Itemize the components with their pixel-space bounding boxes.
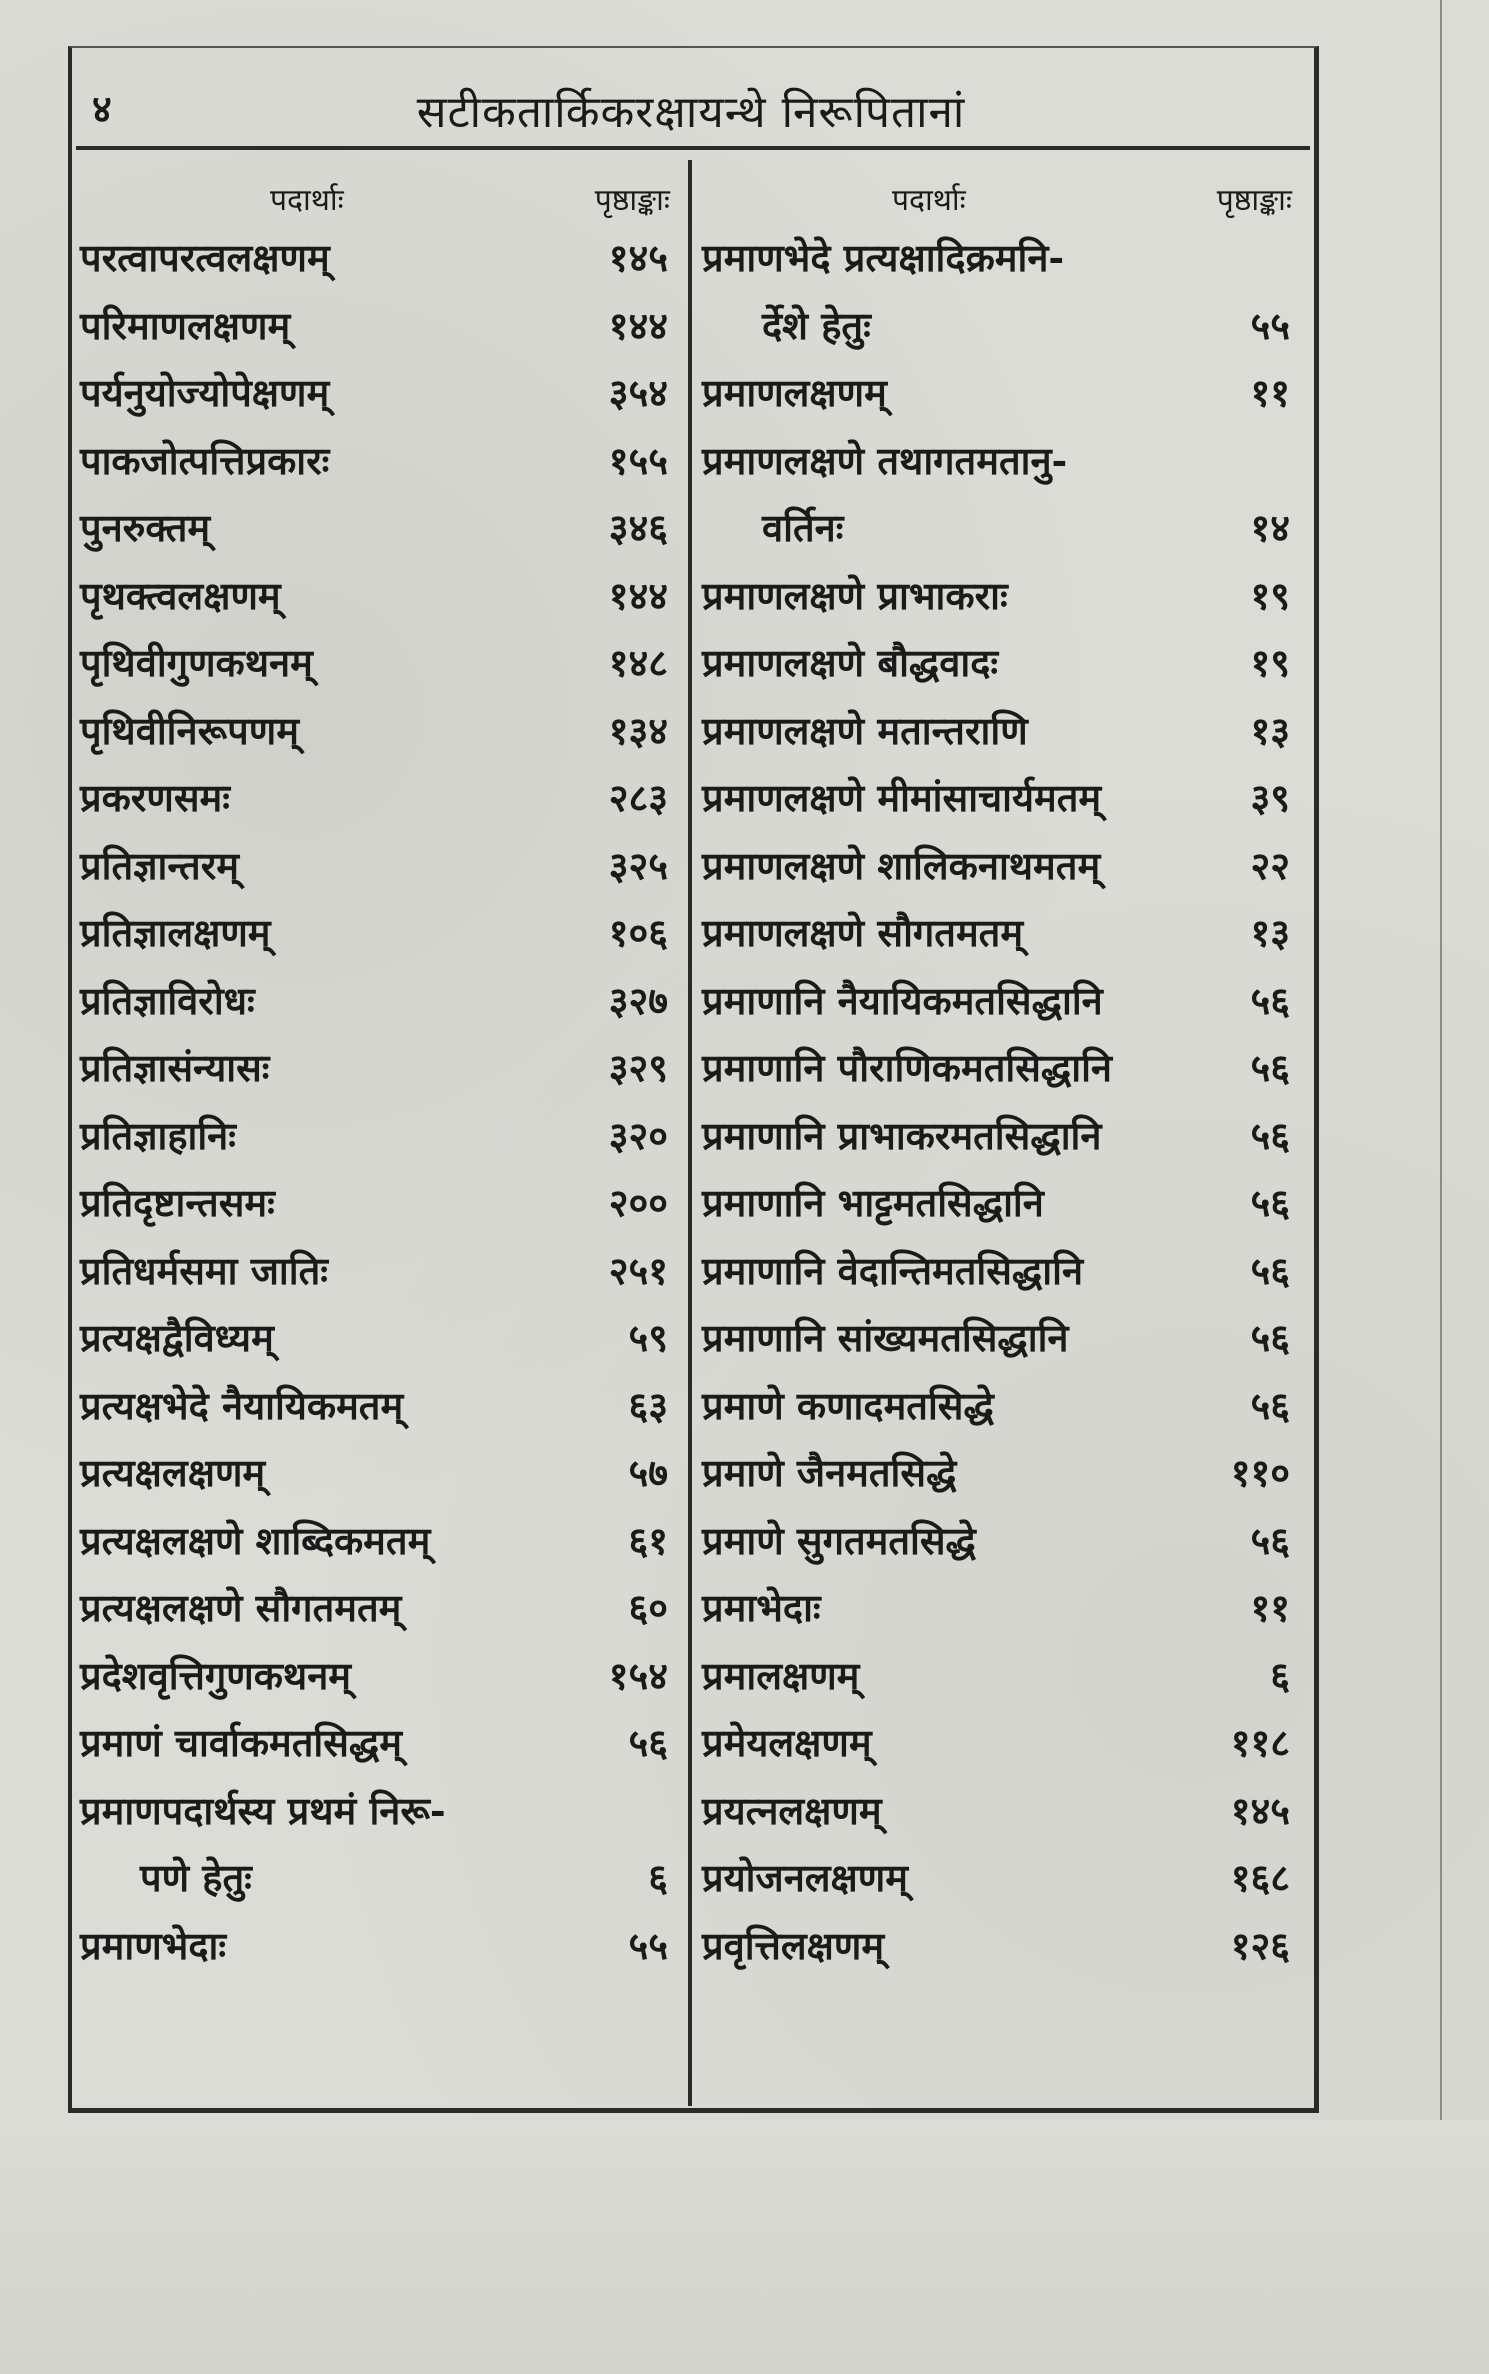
entry-page-number: १०६ xyxy=(608,910,668,955)
page-header xyxy=(72,60,1310,160)
entry-term: प्रतिज्ञासंन्यासः xyxy=(80,1045,270,1090)
entry-page-number: १४४ xyxy=(608,572,668,618)
entry-term: प्रत्यक्षलक्षणे सौगतमतम् xyxy=(80,1585,402,1630)
index-entry xyxy=(80,899,680,967)
index-entry xyxy=(80,1912,680,1980)
entry-term: प्रत्यक्षद्वैविध्यम् xyxy=(80,1315,274,1360)
entry-term: प्रमाणलक्षणे मीमांसाचार्यमतम् xyxy=(702,775,1102,820)
entry-term: प्रतिधर्मसमा जातिः xyxy=(80,1247,328,1293)
index-entry xyxy=(80,494,680,562)
index-entry xyxy=(80,1237,680,1305)
entry-term: प्रमाणलक्षणे शालिकनाथमतम् xyxy=(702,842,1101,888)
index-entry xyxy=(702,562,1302,630)
entry-term: पुनरुक्तम् xyxy=(80,505,211,550)
entry-page-number: ११८ xyxy=(1230,1720,1290,1765)
entry-term: प्रमाणलक्षणे प्राभाकराः xyxy=(702,572,1008,618)
entry-term: प्रमालक्षणम् xyxy=(702,1652,860,1698)
entry-page-number: २०० xyxy=(608,1180,668,1225)
entry-term: प्रमाणानि वेदान्तिमतसिद्धानि xyxy=(702,1247,1084,1293)
column-header-page: पृष्ठाङ्काः xyxy=(594,183,670,218)
entry-page-number: ३९ xyxy=(1250,775,1290,820)
entry-page-number: ५६ xyxy=(1250,1382,1290,1428)
entry-term: प्रमेयलक्षणम् xyxy=(702,1720,872,1765)
entry-page-number: ६३ xyxy=(628,1382,668,1428)
bottom-margin xyxy=(0,2120,1489,2374)
index-entry xyxy=(80,764,680,832)
index-entry xyxy=(702,1102,1302,1170)
index-entry xyxy=(702,1844,1302,1912)
entry-term: परिमाणलक्षणम् xyxy=(80,302,291,348)
column-header xyxy=(702,170,1302,224)
entry-page-number: ११ xyxy=(1250,370,1290,415)
entry-page-number: १४५ xyxy=(1230,1787,1290,1833)
entry-page-number: ५९ xyxy=(628,1315,668,1360)
entry-term: प्रत्यक्षभेदे नैयायिकमतम् xyxy=(80,1382,404,1428)
entry-term: पृथक्त्वलक्षणम् xyxy=(80,572,281,618)
entry-page-number: ५५ xyxy=(628,1922,668,1968)
index-entry xyxy=(702,1912,1302,1980)
index-entry xyxy=(80,1574,680,1642)
entry-page-number: १३४ xyxy=(608,707,668,753)
index-entry xyxy=(702,629,1302,697)
entry-page-number: १४ xyxy=(1250,505,1290,550)
entry-term: प्रमाणपदार्थस्य प्रथमं निरू- xyxy=(80,1787,446,1833)
entry-page-number: ३४६ xyxy=(608,505,668,550)
index-entry xyxy=(80,1844,680,1912)
index-entry xyxy=(702,1642,1302,1710)
index-entry xyxy=(702,427,1302,495)
entry-term: पर्यनुयोज्योपेक्षणम् xyxy=(80,370,330,415)
entry-page-number: ३२७ xyxy=(608,977,668,1023)
entry-page-number: ११० xyxy=(1230,1450,1290,1495)
entry-page-number: १५४ xyxy=(608,1652,668,1698)
entry-term: प्रदेशवृत्तिगुणकथनम् xyxy=(80,1652,352,1698)
index-entry xyxy=(702,1574,1302,1642)
page-title: सटीकतार्किकरक्षायन्थे निरूपितानां xyxy=(416,87,966,138)
entry-term: प्रतिज्ञालक्षणम् xyxy=(80,910,271,955)
entry-page-number: ३२५ xyxy=(608,842,668,888)
index-entry xyxy=(80,1034,680,1102)
entry-page-number: ३२९ xyxy=(608,1045,668,1090)
entry-page-number: ५६ xyxy=(1250,977,1290,1023)
index-entry xyxy=(80,292,680,360)
entry-term: प्रमाभेदाः xyxy=(702,1585,821,1630)
index-entry xyxy=(80,1777,680,1845)
entry-page-number: १९ xyxy=(1250,640,1290,685)
index-entry xyxy=(702,1304,1302,1372)
entry-page-number: ६ xyxy=(1270,1652,1290,1698)
entry-page-number: ५५ xyxy=(1250,302,1290,348)
entry-term: प्रमाणलक्षणम् xyxy=(702,370,887,415)
entry-term: परत्वापरत्वलक्षणम् xyxy=(80,235,330,280)
entry-page-number: ६ xyxy=(648,1855,668,1900)
entry-term: प्रत्यक्षलक्षणे शाब्दिकमतम् xyxy=(80,1517,431,1563)
entry-term: प्रमाणलक्षणे मतान्तराणि xyxy=(702,707,1028,753)
entry-page-number: ३२० xyxy=(608,1112,668,1158)
index-entry xyxy=(702,1237,1302,1305)
page-number: ४ xyxy=(92,86,112,131)
index-entry xyxy=(80,697,680,765)
entry-page-number: १३ xyxy=(1250,707,1290,753)
index-entry xyxy=(80,427,680,495)
column-header-term: पदार्थाः xyxy=(270,183,344,218)
entry-list xyxy=(80,224,680,1979)
index-entry xyxy=(702,764,1302,832)
entry-term: पृथिवीनिरूपणम् xyxy=(80,707,299,753)
index-entry xyxy=(80,629,680,697)
entry-page-number: १९ xyxy=(1250,572,1290,618)
entry-term: प्रत्यक्षलक्षणम् xyxy=(80,1450,266,1495)
entry-term: प्रमाणानि पौराणिकमतसिद्धानि xyxy=(702,1045,1113,1090)
entry-page-number: ५६ xyxy=(1250,1112,1290,1158)
entry-term: प्रमाणं चार्वाकमतसिद्धम् xyxy=(80,1720,403,1765)
entry-page-number: ६० xyxy=(628,1585,668,1630)
entry-page-number: १५५ xyxy=(608,437,668,483)
entry-term: प्रयत्नलक्षणम् xyxy=(702,1787,882,1833)
entry-page-number: १४५ xyxy=(608,235,668,280)
entry-page-number: ५७ xyxy=(628,1450,668,1495)
entry-term: प्रतिज्ञाविरोधः xyxy=(80,977,255,1023)
entry-page-number: ५६ xyxy=(1250,1180,1290,1225)
column-header xyxy=(80,170,680,224)
entry-term: प्रमाणानि सांख्यमतसिद्धानि xyxy=(702,1315,1069,1360)
entry-term: प्रयोजनलक्षणम् xyxy=(702,1855,908,1900)
entry-page-number: १४८ xyxy=(608,640,668,685)
entry-term: प्रमाणे सुगतमतसिद्धे xyxy=(702,1517,976,1563)
entry-term: प्रतिदृष्टान्तसमः xyxy=(80,1180,275,1225)
entry-term: प्रवृत्तिलक्षणम् xyxy=(702,1922,885,1968)
entry-page-number: १६८ xyxy=(1230,1855,1290,1900)
index-entry xyxy=(80,832,680,900)
index-entry xyxy=(80,967,680,1035)
entry-page-number: १२६ xyxy=(1230,1922,1290,1968)
index-entry xyxy=(80,359,680,427)
entry-term: प्रमाणानि भाट्टमतसिद्धानि xyxy=(702,1180,1044,1225)
index-entry xyxy=(80,1169,680,1237)
index-entry xyxy=(80,1642,680,1710)
entry-page-number: ५६ xyxy=(1250,1517,1290,1563)
page-edge xyxy=(1440,0,1442,2374)
entry-term: प्रमाणे कणादमतसिद्धे xyxy=(702,1382,994,1428)
entry-term: प्रमाणानि प्राभाकरमतसिद्धानि xyxy=(702,1112,1102,1158)
index-entry xyxy=(702,697,1302,765)
column-header-term: पदार्थाः xyxy=(892,183,966,218)
index-entry xyxy=(702,967,1302,1035)
index-entry xyxy=(702,224,1302,292)
entry-term: प्रमाणानि नैयायिकमतसिद्धानि xyxy=(702,977,1103,1023)
index-entry xyxy=(80,562,680,630)
entry-term: पणे हेतुः xyxy=(140,1855,252,1900)
index-entry xyxy=(80,1304,680,1372)
entry-page-number: २५१ xyxy=(608,1247,668,1293)
entry-term: वर्तिनः xyxy=(762,505,844,550)
header-rule xyxy=(76,146,1310,150)
entry-term: प्रकरणसमः xyxy=(80,775,230,820)
index-entry xyxy=(702,1777,1302,1845)
entry-page-number: १३ xyxy=(1250,910,1290,955)
entry-page-number: ११ xyxy=(1250,1585,1290,1630)
index-entry xyxy=(80,224,680,292)
entry-term: पाकजोत्पत्तिप्रकारः xyxy=(80,437,330,483)
entry-page-number: ६१ xyxy=(628,1517,668,1563)
entry-page-number: ३५४ xyxy=(608,370,668,415)
index-entry xyxy=(702,1169,1302,1237)
index-entry xyxy=(702,899,1302,967)
entry-term: प्रमाणलक्षणे तथागतमतानु- xyxy=(702,437,1068,483)
entry-term: प्रतिज्ञाहानिः xyxy=(80,1112,236,1158)
index-entry xyxy=(80,1439,680,1507)
index-entry xyxy=(702,1507,1302,1575)
entry-page-number: ५६ xyxy=(1250,1045,1290,1090)
entry-term: प्रतिज्ञान्तरम् xyxy=(80,842,239,888)
entry-term: प्रमाणभेदाः xyxy=(80,1922,227,1968)
index-entry xyxy=(702,832,1302,900)
entry-term: प्रमाणे जैनमतसिद्धे xyxy=(702,1450,957,1495)
column-header-page: पृष्ठाङ्काः xyxy=(1216,183,1292,218)
entry-term: प्रमाणभेदे प्रत्यक्षादिक्रमनि- xyxy=(702,235,1065,280)
entry-page-number: १४४ xyxy=(608,302,668,348)
index-entry xyxy=(702,1709,1302,1777)
index-entry xyxy=(702,494,1302,562)
index-entry xyxy=(80,1102,680,1170)
entry-page-number: २८३ xyxy=(608,775,668,820)
entry-page-number: २२ xyxy=(1250,842,1290,888)
entry-term: प्रमाणलक्षणे सौगतमतम् xyxy=(702,910,1024,955)
entry-page-number: ५६ xyxy=(1250,1247,1290,1293)
index-entry xyxy=(702,1439,1302,1507)
entry-term: प्रमाणलक्षणे बौद्धवादः xyxy=(702,640,999,685)
entry-term: पृथिवीगुणकथनम् xyxy=(80,640,313,685)
column-divider xyxy=(688,160,692,2106)
entry-term: र्देशे हेतुः xyxy=(762,302,871,348)
entry-page-number: ५६ xyxy=(1250,1315,1290,1360)
index-column-left xyxy=(80,170,680,1979)
index-entry xyxy=(702,1034,1302,1102)
index-entry xyxy=(702,1372,1302,1440)
entry-page-number: ५६ xyxy=(628,1720,668,1765)
index-entry xyxy=(80,1372,680,1440)
index-column-right xyxy=(702,170,1302,1979)
index-entry xyxy=(702,292,1302,360)
index-entry xyxy=(702,359,1302,427)
index-entry xyxy=(80,1507,680,1575)
index-entry xyxy=(80,1709,680,1777)
entry-list xyxy=(702,224,1302,1979)
